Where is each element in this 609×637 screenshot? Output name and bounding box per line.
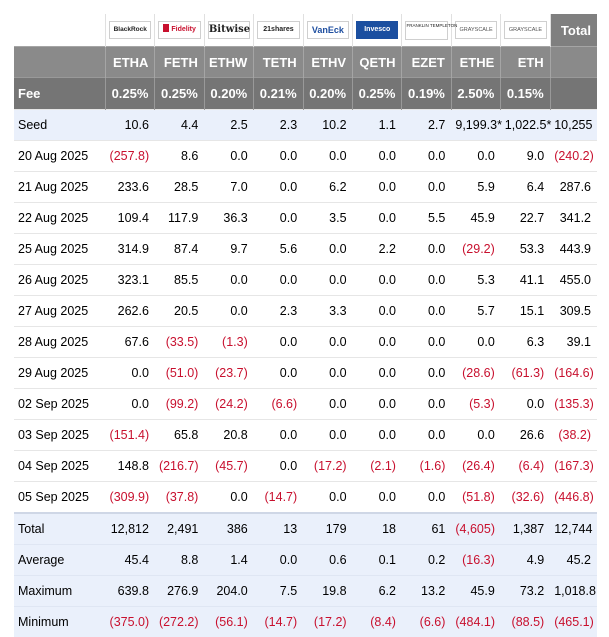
flow-value: 0.0 [254,545,303,576]
row-label: 20 Aug 2025 [14,141,106,172]
flow-value: (33.5) [155,327,204,358]
row-total: 39.1 [550,327,597,358]
flow-value: 0.0 [353,265,402,296]
flow-value: (257.8) [106,141,155,172]
flow-value: 19.8 [303,576,352,607]
flow-value: 5.3 [451,265,500,296]
flow-value: 204.0 [204,576,253,607]
flow-value: 0.0 [254,141,303,172]
fee-value: 0.25% [106,78,155,110]
flow-value: 0.0 [303,482,352,514]
flow-value: (375.0) [106,607,155,637]
flow-value: 0.0 [451,141,500,172]
flow-value: 0.0 [402,296,451,327]
fee-label: Fee [14,78,106,110]
ticker-corner-cell [14,47,106,78]
row-total: 443.9 [550,234,597,265]
ticker-header: FETH [155,47,204,78]
flow-value: 0.0 [402,358,451,389]
ticker-total-blank [550,47,597,78]
table-row [14,358,597,389]
flow-value: (2.1) [353,451,402,482]
row-total: (38.2) [550,420,597,451]
summary-row [14,576,597,607]
grayscale-logo [455,21,497,39]
franklin-templeton-logo [405,21,447,40]
flow-value: 1.1 [353,110,402,141]
flow-value: 10.6 [106,110,155,141]
flow-value: 117.9 [155,203,204,234]
table-row [14,265,597,296]
issuer-logo-cell [353,14,402,47]
flow-value: 0.0 [204,296,253,327]
flow-value: (29.2) [451,234,500,265]
flow-value: 2.5 [204,110,253,141]
fee-value: 0.25% [155,78,204,110]
fee-value: 0.25% [353,78,402,110]
grayscale-logo [504,21,546,39]
table-row [14,389,597,420]
flow-value: 7.0 [204,172,253,203]
flow-value: 0.0 [402,265,451,296]
flow-value: (45.7) [204,451,253,482]
ticker-header: ETHA [106,47,155,78]
flow-value: 9.7 [204,234,253,265]
flow-value: (26.4) [451,451,500,482]
flow-value: 65.8 [155,420,204,451]
corner-blank-cell [14,14,106,47]
flow-value: 8.8 [155,545,204,576]
flow-value: 0.0 [254,358,303,389]
total-column-header: Total [550,14,597,47]
flow-value: (6.4) [501,451,550,482]
issuer-logo-cell [254,14,303,47]
flow-value: 13 [254,513,303,545]
flow-value: 9.0 [501,141,550,172]
flow-value: 0.0 [303,234,352,265]
flow-value: (17.2) [303,451,352,482]
flow-value: 87.4 [155,234,204,265]
row-total: (164.6) [550,358,597,389]
summary-row [14,513,597,545]
flow-value: 0.0 [353,141,402,172]
flow-value: 0.0 [303,141,352,172]
flow-value: 5.7 [451,296,500,327]
fee-value: 0.20% [204,78,253,110]
flow-value: (6.6) [254,389,303,420]
fee-value: 2.50% [451,78,500,110]
flow-value: (272.2) [155,607,204,637]
table-row [14,234,597,265]
flow-value: (4,605) [451,513,500,545]
flow-value: 2.7 [402,110,451,141]
ticker-header: ETHW [204,47,253,78]
flow-value: (17.2) [303,607,352,637]
row-total: 12,744 [550,513,597,545]
flow-value: 0.0 [353,420,402,451]
flow-value: 179 [303,513,352,545]
flow-value: (32.6) [501,482,550,514]
flow-value: 323.1 [106,265,155,296]
row-label: 02 Sep 2025 [14,389,106,420]
flow-value: 1,387 [501,513,550,545]
row-label: 27 Aug 2025 [14,296,106,327]
flow-value: 0.0 [204,265,253,296]
row-label: Total [14,513,106,545]
flow-value: 45.9 [451,576,500,607]
flow-value: 276.9 [155,576,204,607]
flow-value: 0.2 [402,545,451,576]
ticker-header: ETHE [451,47,500,78]
row-label: 25 Aug 2025 [14,234,106,265]
flow-value: 2,491 [155,513,204,545]
flow-value: 1,022.5* [501,110,550,141]
flow-value: 6.2 [353,576,402,607]
flow-value: 2.2 [353,234,402,265]
flow-value: 67.6 [106,327,155,358]
table-row [14,482,597,514]
flow-value: 41.1 [501,265,550,296]
flow-value: 0.0 [254,203,303,234]
flow-value: (5.3) [451,389,500,420]
flow-value: (61.3) [501,358,550,389]
fidelity-logo [158,21,200,39]
flow-value: 0.0 [303,327,352,358]
flow-value: (14.7) [254,482,303,514]
row-label: 29 Aug 2025 [14,358,106,389]
flow-value: (1.6) [402,451,451,482]
flow-value: 0.0 [353,389,402,420]
flow-value: 0.0 [204,482,253,514]
issuer-name: GRAYSCALE [459,27,492,33]
flow-value: (28.6) [451,358,500,389]
row-label: 22 Aug 2025 [14,203,106,234]
row-total: 287.6 [550,172,597,203]
flow-value: 18 [353,513,402,545]
table-row [14,172,597,203]
flow-value: (484.1) [451,607,500,637]
table-row [14,141,597,172]
row-label: 28 Aug 2025 [14,327,106,358]
flow-value: 0.0 [353,358,402,389]
table-row [14,296,597,327]
flow-value: 5.9 [451,172,500,203]
issuer-logo-row [14,14,597,47]
flow-value: 0.0 [254,172,303,203]
flow-value: 0.0 [254,420,303,451]
flow-value: 0.0 [303,265,352,296]
flow-value: 2.3 [254,296,303,327]
table-row [14,203,597,234]
ticker-header: ETH [501,47,550,78]
flow-value: 13.2 [402,576,451,607]
ticker-header: ETHV [303,47,352,78]
etf-flows-table [14,14,597,637]
issuer-name: 21shares [263,26,293,33]
issuer-name: VanEck [312,25,344,35]
issuer-name: GRAYSCALE [509,27,542,33]
flow-value: 2.3 [254,110,303,141]
row-total: 341.2 [550,203,597,234]
fee-value: 0.15% [501,78,550,110]
flow-value: 0.0 [501,389,550,420]
issuer-logo-cell [204,14,253,47]
row-total: (240.2) [550,141,597,172]
row-label: 03 Sep 2025 [14,420,106,451]
row-total: (465.1) [550,607,597,637]
flow-value: 22.7 [501,203,550,234]
flow-value: 0.0 [402,389,451,420]
row-label: 05 Sep 2025 [14,482,106,514]
flow-value: (309.9) [106,482,155,514]
flow-value: 53.3 [501,234,550,265]
flow-value: 0.0 [353,482,402,514]
summary-row [14,607,597,637]
flow-value: 109.4 [106,203,155,234]
flow-value: 8.6 [155,141,204,172]
row-total: 10,255 [550,110,597,141]
flow-value: 0.0 [254,451,303,482]
flow-value: (16.3) [451,545,500,576]
ticker-header: QETH [353,47,402,78]
flow-value: 1.4 [204,545,253,576]
flow-value: 3.5 [303,203,352,234]
flow-value: 5.6 [254,234,303,265]
issuer-name: FRANKLIN TEMPLETON [406,23,457,28]
flow-value: 0.1 [353,545,402,576]
flow-value: 4.4 [155,110,204,141]
table-row [14,327,597,358]
flow-value: 0.0 [402,482,451,514]
flow-value: (88.5) [501,607,550,637]
issuer-name: Fidelity [171,26,196,33]
flow-value: 0.0 [451,327,500,358]
flow-value: 4.9 [501,545,550,576]
issuer-logo-cell [501,14,550,47]
flow-value: (56.1) [204,607,253,637]
flow-value: 386 [204,513,253,545]
row-label: 04 Sep 2025 [14,451,106,482]
flow-value: (23.7) [204,358,253,389]
invesco-logo [356,21,398,39]
row-total: 45.2 [550,545,597,576]
fee-value: 0.21% [254,78,303,110]
flow-value: 148.8 [106,451,155,482]
blackrock-logo [109,21,151,39]
table-row [14,420,597,451]
flow-value: 10.2 [303,110,352,141]
issuer-name: Invesco [364,26,390,33]
ticker-header-row [14,47,597,78]
fee-value: 0.20% [303,78,352,110]
flow-value: 314.9 [106,234,155,265]
flow-value: (99.2) [155,389,204,420]
flow-value: 6.3 [501,327,550,358]
flow-value: (151.4) [106,420,155,451]
issuer-logo-cell [303,14,352,47]
summary-body [14,513,597,637]
flow-value: (14.7) [254,607,303,637]
flow-value: 233.6 [106,172,155,203]
flow-value: (216.7) [155,451,204,482]
issuer-logo-cell [155,14,204,47]
flow-value: 262.6 [106,296,155,327]
21shares-logo [257,21,299,39]
row-label: 26 Aug 2025 [14,265,106,296]
fee-row [14,78,597,110]
row-label: 21 Aug 2025 [14,172,106,203]
flow-value: 0.0 [303,420,352,451]
row-total: (167.3) [550,451,597,482]
row-total: (135.3) [550,389,597,420]
flow-value: 85.5 [155,265,204,296]
flow-value: 0.0 [353,296,402,327]
flow-value: 7.5 [254,576,303,607]
issuer-logo-cell [106,14,155,47]
flow-value: 9,199.3* [451,110,500,141]
issuer-name: BlackRock [114,26,147,33]
row-label: Average [14,545,106,576]
table-row [14,110,597,141]
flow-value: 0.0 [402,420,451,451]
flow-value: 0.0 [254,327,303,358]
flow-value: 28.5 [155,172,204,203]
issuer-logo-cell [451,14,500,47]
flow-value: 0.0 [254,265,303,296]
table-row [14,451,597,482]
flow-value: 0.0 [204,141,253,172]
flow-value: (51.8) [451,482,500,514]
flow-value: 20.8 [204,420,253,451]
flow-value: 0.0 [353,327,402,358]
flow-value: 6.2 [303,172,352,203]
row-total: 309.5 [550,296,597,327]
flow-value: 45.4 [106,545,155,576]
flow-value: 0.0 [402,327,451,358]
flow-value: (6.6) [402,607,451,637]
flow-value: (51.0) [155,358,204,389]
flow-value: 15.1 [501,296,550,327]
flow-value: 0.6 [303,545,352,576]
flow-value: 0.0 [303,358,352,389]
row-label: Maximum [14,576,106,607]
summary-row [14,545,597,576]
flow-value: 61 [402,513,451,545]
flow-value: 0.0 [303,389,352,420]
flow-value: 36.3 [204,203,253,234]
flow-value: 3.3 [303,296,352,327]
flow-value: 0.0 [402,234,451,265]
row-label: Minimum [14,607,106,637]
flow-value: 0.0 [353,203,402,234]
flow-value: (37.8) [155,482,204,514]
flow-value: 0.0 [353,172,402,203]
flow-value: (24.2) [204,389,253,420]
ticker-header: TETH [254,47,303,78]
fidelity-mark-icon [163,24,169,32]
daily-flows-body [14,110,597,514]
fee-value: 0.19% [402,78,451,110]
row-total: (446.8) [550,482,597,514]
flow-value: (8.4) [353,607,402,637]
flow-value: 0.0 [402,172,451,203]
bitwise-logo [208,21,250,39]
ticker-header: EZET [402,47,451,78]
flow-value: 5.5 [402,203,451,234]
flow-value: 45.9 [451,203,500,234]
flow-value: 0.0 [402,141,451,172]
vaneck-logo [307,21,349,39]
row-label: Seed [14,110,106,141]
flow-value: 0.0 [451,420,500,451]
row-total: 1,018.8 [550,576,597,607]
issuer-logo-cell [402,14,451,47]
flow-value: 6.4 [501,172,550,203]
flow-value: 0.0 [106,358,155,389]
row-total: 455.0 [550,265,597,296]
fee-total [550,78,597,110]
flow-value: 0.0 [106,389,155,420]
flow-value: 639.8 [106,576,155,607]
flow-value: 20.5 [155,296,204,327]
flow-value: 73.2 [501,576,550,607]
flow-value: 26.6 [501,420,550,451]
issuer-name: Bitwise [209,24,250,35]
flow-value: 12,812 [106,513,155,545]
flow-value: (1.3) [204,327,253,358]
